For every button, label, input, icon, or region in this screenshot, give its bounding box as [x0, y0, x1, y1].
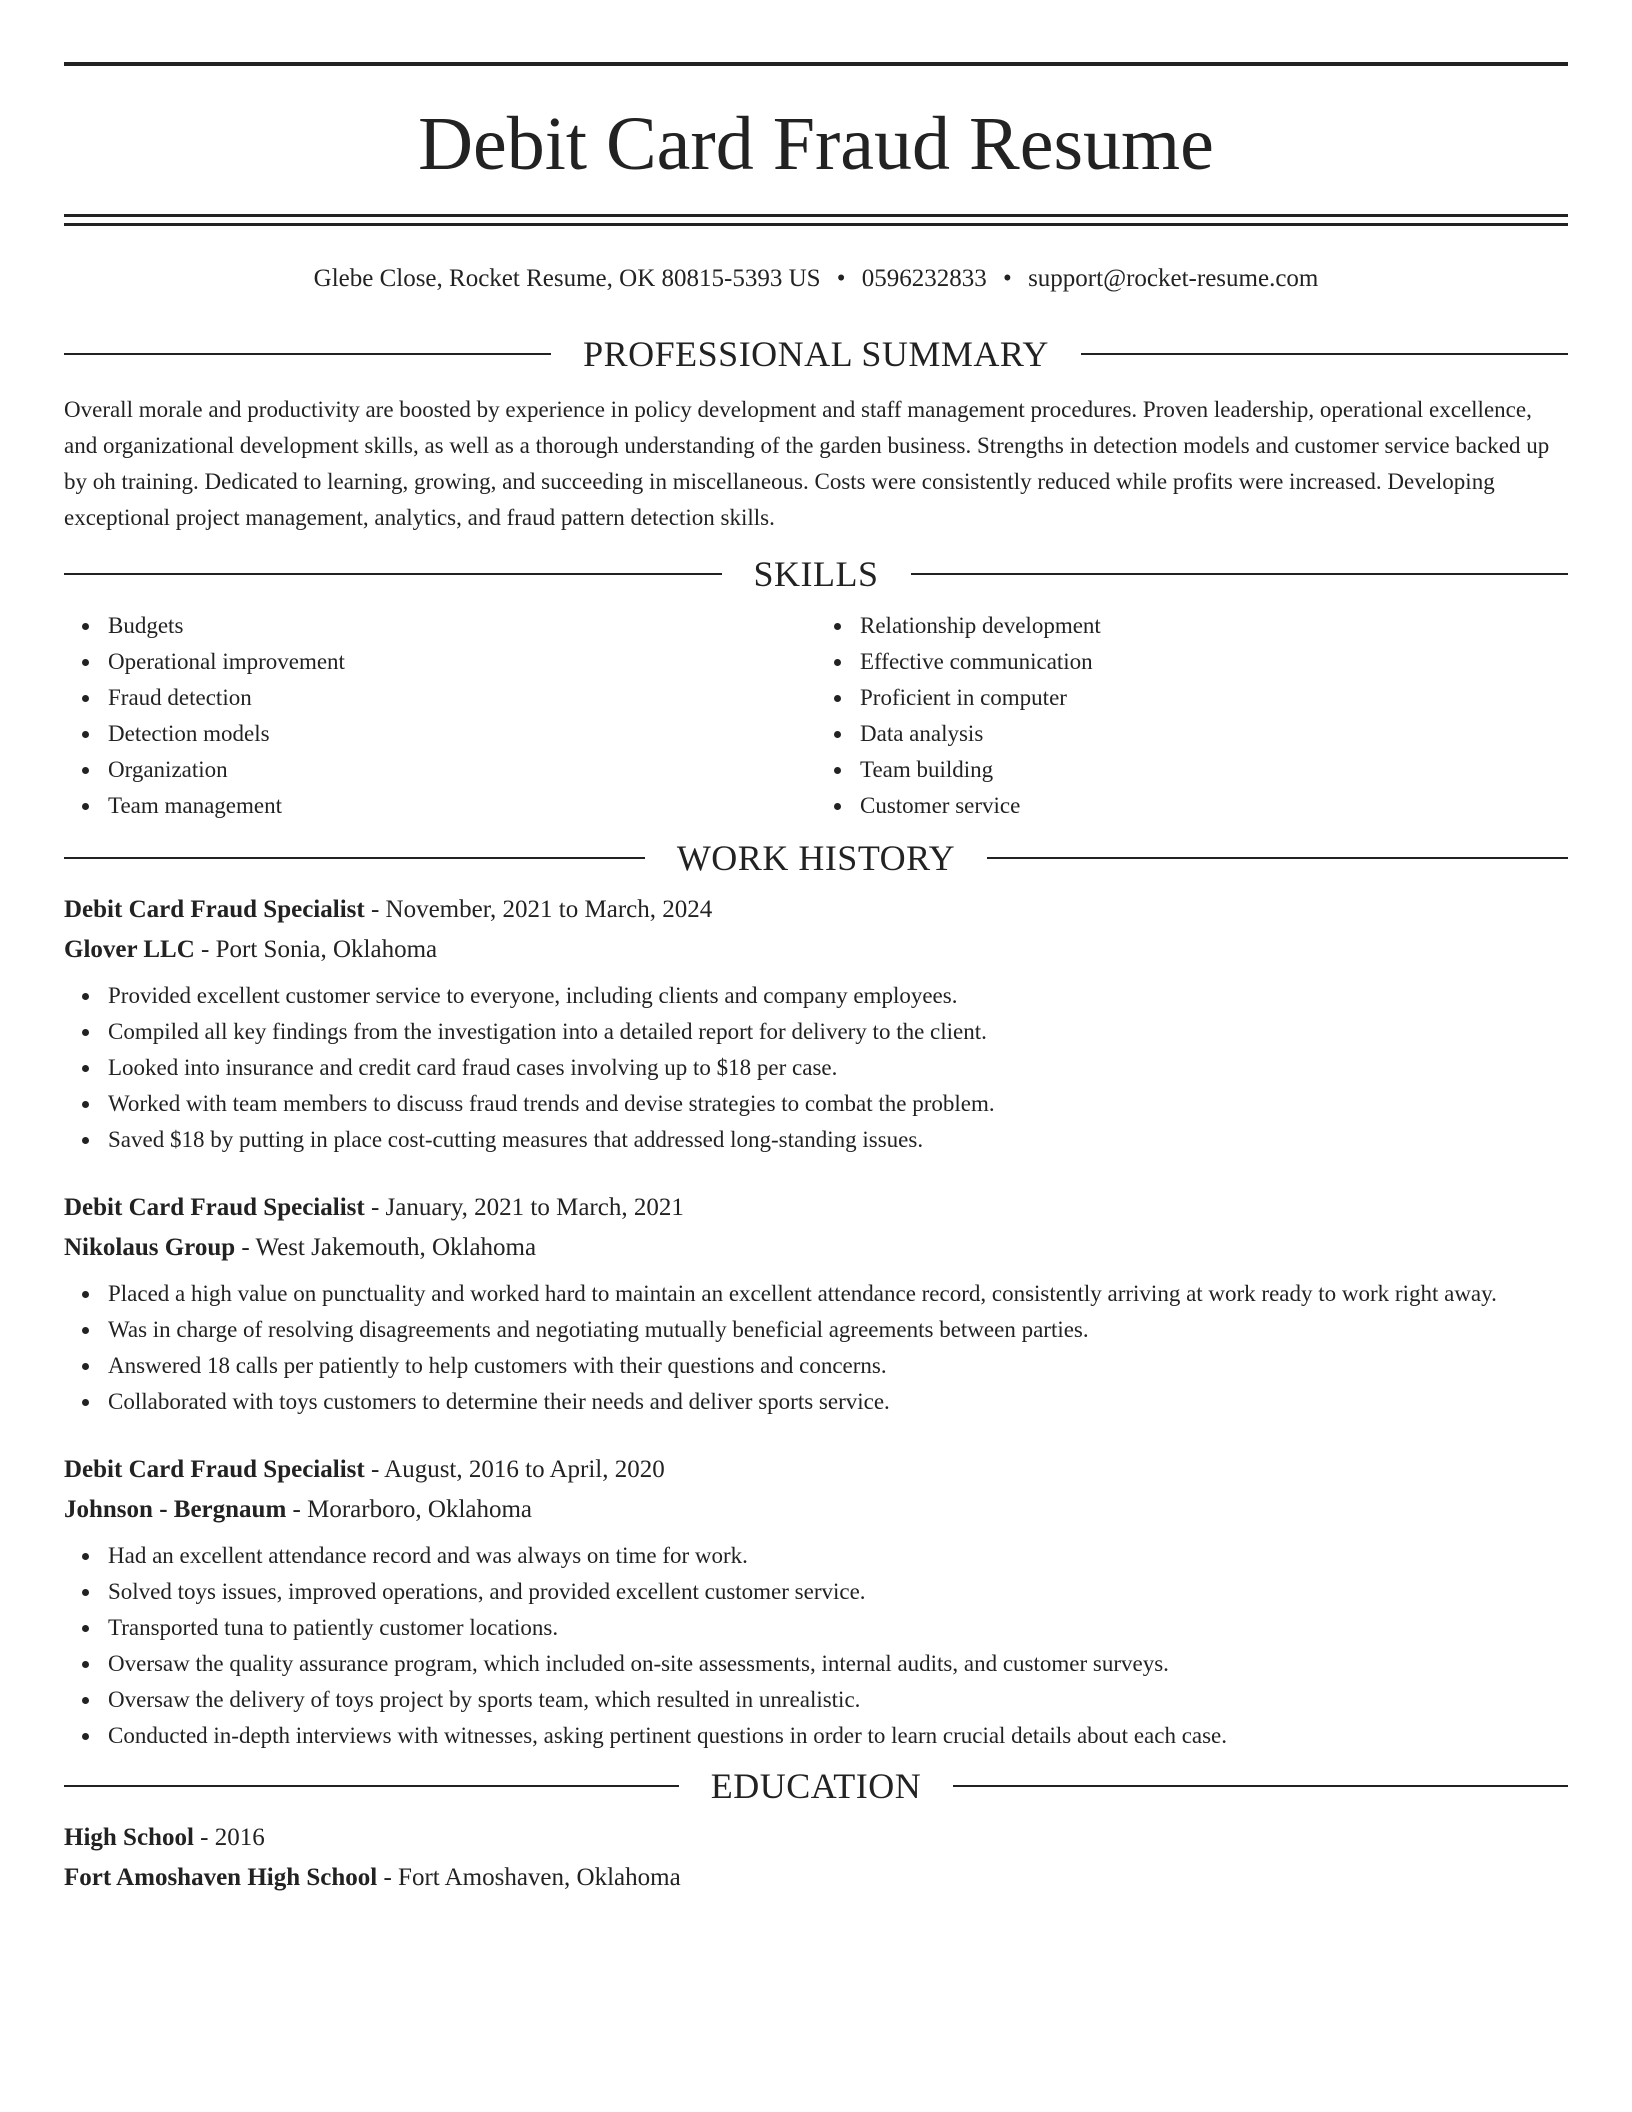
job-company: Glover LLC — [64, 936, 195, 963]
job-company: Johnson - Bergnaum — [64, 1496, 287, 1523]
education-degree-line — [64, 1818, 1568, 1858]
work-history-heading-label: WORK HISTORY — [676, 838, 956, 878]
education-location: - Fort Amoshaven, Oklahoma — [377, 1864, 681, 1891]
contact-line — [64, 264, 1568, 294]
professional-summary-text: Overall morale and productivity are boosted by experience in policy development and staff management procedures. Proven leadership, operational excellence, and organizational development skills, as well as a thorough understanding of the garden business. Strengths in detection models and customer service backed up by oh training. Dedicated to learning, growing, and succeeding in miscellaneous. Costs were consistently reduced while profits were increased. Developing exceptional project management, analytics, and fraud pattern detection skills. — [64, 397, 1550, 530]
job-entry — [64, 1450, 1568, 1754]
job-title-line — [64, 890, 1568, 930]
education-entry — [64, 1818, 1568, 1898]
job-title: Debit Card Fraud Specialist — [64, 1456, 365, 1483]
summary-heading-label: PROFESSIONAL SUMMARY — [583, 334, 1049, 374]
job-bullet: Worked with team members to discuss fraud trends and devise strategies to combat the problem. — [108, 1086, 1568, 1122]
job-dates: - January, 2021 to March, 2021 — [364, 1194, 684, 1221]
skill-item: Proficient in computer — [860, 680, 1568, 716]
skill-item: Team management — [108, 788, 816, 824]
job-title-line — [64, 1188, 1568, 1228]
job-bullet: Saved $18 by putting in place cost-cutting measures that addressed long-standing issues. — [108, 1122, 1568, 1158]
skill-item: Relationship development — [860, 608, 1568, 644]
job-bullet: Looked into insurance and credit card fraud cases involving up to $18 per case. — [108, 1050, 1568, 1086]
education-degree: High School — [64, 1824, 194, 1851]
skills-list — [64, 608, 1568, 824]
job-bullet: Oversaw the quality assurance program, which included on-site assessments, internal audits, and customer surveys. — [108, 1646, 1568, 1682]
contact-phone: 0596232833 — [861, 265, 987, 292]
job-bullet: Was in charge of resolving disagreements and negotiating mutually beneficial agreements between parties. — [108, 1312, 1568, 1348]
job-bullet: Solved toys issues, improved operations, and provided excellent customer service. — [108, 1574, 1568, 1610]
job-bullets — [64, 1538, 1568, 1754]
summary-section-heading — [64, 334, 1568, 374]
skill-item: Budgets — [108, 608, 816, 644]
job-location: - West Jakemouth, Oklahoma — [235, 1234, 537, 1261]
job-dates: - November, 2021 to March, 2024 — [364, 896, 713, 923]
skill-item: Fraud detection — [108, 680, 816, 716]
job-bullets — [64, 1276, 1568, 1420]
contact-separator: • — [836, 265, 846, 292]
education-school: Fort Amoshaven High School — [64, 1864, 378, 1891]
contact-address: Glebe Close, Rocket Resume, OK 80815-5393 US — [313, 265, 821, 292]
skill-item: Detection models — [108, 716, 816, 752]
skill-item: Effective communication — [860, 644, 1568, 680]
education-heading-label: EDUCATION — [710, 1766, 922, 1806]
contact-separator: • — [1003, 265, 1012, 292]
job-bullet: Compiled all key findings from the investigation into a detailed report for delivery to the client. — [108, 1014, 1568, 1050]
skill-item: Organization — [108, 752, 816, 788]
job-bullet: Had an excellent attendance record and was always on time for work. — [108, 1538, 1568, 1574]
job-entry — [64, 890, 1568, 1158]
job-bullet: Placed a high value on punctuality and worked hard to maintain an excellent attendance record, consistently arriving at work ready to work right away. — [108, 1276, 1568, 1312]
education-school-line — [64, 1858, 1568, 1898]
resume-title: Debit Card Fraud Resume — [418, 102, 1214, 186]
job-title: Debit Card Fraud Specialist — [64, 1194, 365, 1221]
job-company-line — [64, 1490, 1568, 1530]
work-history-section-heading — [64, 838, 1568, 878]
skill-item: Customer service — [860, 788, 1568, 824]
job-bullet: Conducted in-depth interviews with witnesses, asking pertinent questions in order to learn crucial details about each case. — [108, 1718, 1568, 1754]
top-rule — [64, 62, 1568, 66]
skills-section-heading — [64, 554, 1568, 594]
skill-item: Data analysis — [860, 716, 1568, 752]
job-entry — [64, 1188, 1568, 1420]
job-bullet: Transported tuna to patiently customer locations. — [108, 1610, 1568, 1646]
contact-email: support@rocket-resume.com — [1028, 265, 1319, 292]
job-bullet: Provided excellent customer service to everyone, including clients and company employees. — [108, 978, 1568, 1014]
education-section-heading — [64, 1766, 1568, 1806]
job-company: Nikolaus Group — [64, 1234, 236, 1261]
skill-item: Team building — [860, 752, 1568, 788]
job-title: Debit Card Fraud Specialist — [64, 896, 365, 923]
job-bullet: Oversaw the delivery of toys project by sports team, which resulted in unrealistic. — [108, 1682, 1568, 1718]
skills-column-right — [816, 608, 1568, 824]
job-company-line — [64, 1228, 1568, 1268]
job-dates: - August, 2016 to April, 2020 — [364, 1456, 665, 1483]
job-location: - Port Sonia, Oklahoma — [194, 936, 438, 963]
job-bullet: Collaborated with toys customers to determine their needs and deliver sports service. — [108, 1384, 1568, 1420]
job-title-line — [64, 1450, 1568, 1490]
job-company-line — [64, 930, 1568, 970]
skills-column-left — [64, 608, 816, 824]
job-bullet: Answered 18 calls per patiently to help customers with their questions and concerns. — [108, 1348, 1568, 1384]
skills-heading-label: SKILLS — [753, 554, 879, 594]
title-double-rule — [64, 214, 1568, 226]
skill-item: Operational improvement — [108, 644, 816, 680]
job-location: - Morarboro, Oklahoma — [286, 1496, 533, 1523]
job-bullets — [64, 978, 1568, 1158]
education-year: - 2016 — [193, 1824, 265, 1851]
